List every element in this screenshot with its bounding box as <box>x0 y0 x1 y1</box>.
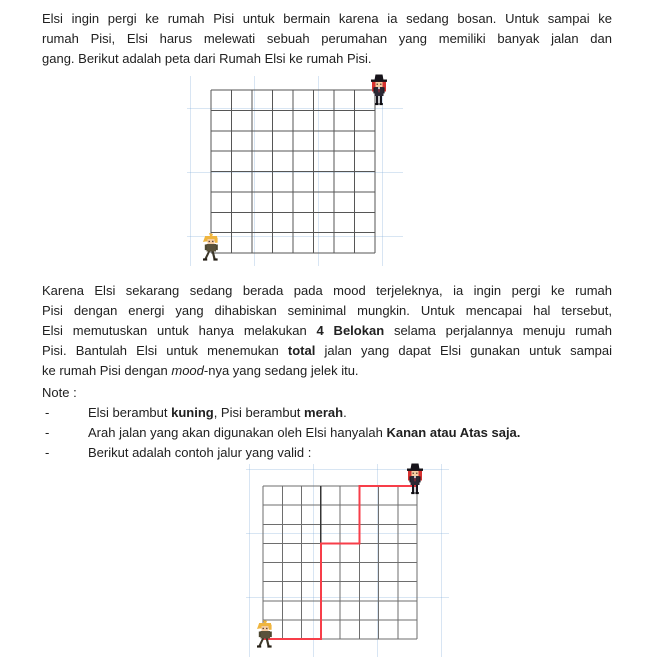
note-bullet <box>42 403 612 423</box>
text-segment: . <box>343 405 347 420</box>
text-line <box>42 321 612 341</box>
map-rumah-elsi-ke-pisi <box>187 76 403 266</box>
italic-text: mood <box>171 363 204 378</box>
bullet-dash: - <box>45 445 50 460</box>
note-section <box>42 383 612 463</box>
bold-text: total <box>287 343 316 358</box>
text-segment: jalan yang dapat Elsi gunakan untuk sampai <box>315 343 612 358</box>
text-line <box>42 341 612 361</box>
bold-text: 4 Belokan <box>316 323 385 338</box>
text-line <box>42 29 612 49</box>
text-line <box>42 301 612 321</box>
text-line <box>42 281 612 301</box>
bullet-dash: - <box>45 425 50 440</box>
text-line <box>42 49 612 69</box>
text-segment: -nya yang sedang jelek itu. <box>203 363 359 378</box>
text-segment: Elsi berambut <box>88 405 172 420</box>
map-contoh-jalur-valid <box>246 464 449 657</box>
bullet-dash: - <box>45 405 50 420</box>
text-line <box>42 9 612 29</box>
text-segment: Elsi memutuskan untuk hanya melakukan <box>42 323 317 338</box>
text-segment: Berikut adalah contoh jalur yang valid : <box>88 445 312 460</box>
bullet-text <box>88 403 347 423</box>
text-line <box>42 361 612 381</box>
bold-text: kuning <box>171 405 214 420</box>
pisi-sprite <box>371 75 387 106</box>
map-drawing-canvas <box>187 76 403 266</box>
note-list <box>42 403 612 463</box>
bold-text: merah <box>304 405 344 420</box>
text-segment: Pisi dengan energi yang dihabiskan seminimal mungkin. Untuk mencapai hal tersebut, <box>42 303 612 318</box>
text-segment: , Pisi berambut <box>213 405 305 420</box>
bullet-text <box>88 423 520 443</box>
pisi-sprite <box>407 464 423 495</box>
elsi-sprite <box>203 233 218 261</box>
text-segment: Arah jalan yang akan digunakan oleh Elsi hanyalah <box>88 425 387 440</box>
note-bullet <box>42 423 612 443</box>
example-path-drawing-canvas <box>246 464 449 657</box>
text-segment: ke rumah Pisi dengan <box>42 363 172 378</box>
text-segment: gang. Berikut adalah peta dari Rumah Elsi ke rumah Pisi. <box>42 51 372 66</box>
street-grid <box>263 486 417 639</box>
problem-paragraph <box>42 281 612 381</box>
intro-paragraph <box>42 9 612 69</box>
text-segment: rumah Pisi, Elsi harus melewati sebuah perumahan yang memiliki banyak jalan dan <box>42 31 612 46</box>
street-grid <box>211 90 375 253</box>
text-segment: Elsi ingin pergi ke rumah Pisi untuk bermain karena ia sedang bosan. Untuk sampai ke <box>42 11 612 26</box>
text-segment: Karena Elsi sekarang sedang berada pada mood terjeleknya, ia ingin pergi ke rumah <box>42 283 612 298</box>
text-segment: selama perjalannya menuju rumah <box>384 323 612 338</box>
elsi-sprite <box>257 620 272 648</box>
text-segment: Pisi. Bantulah Elsi untuk menemukan <box>42 343 288 358</box>
bold-text: Kanan atau Atas saja. <box>386 425 521 440</box>
bullet-text <box>88 443 311 463</box>
note-bullet <box>42 443 612 463</box>
note-title: Note : <box>42 385 77 400</box>
